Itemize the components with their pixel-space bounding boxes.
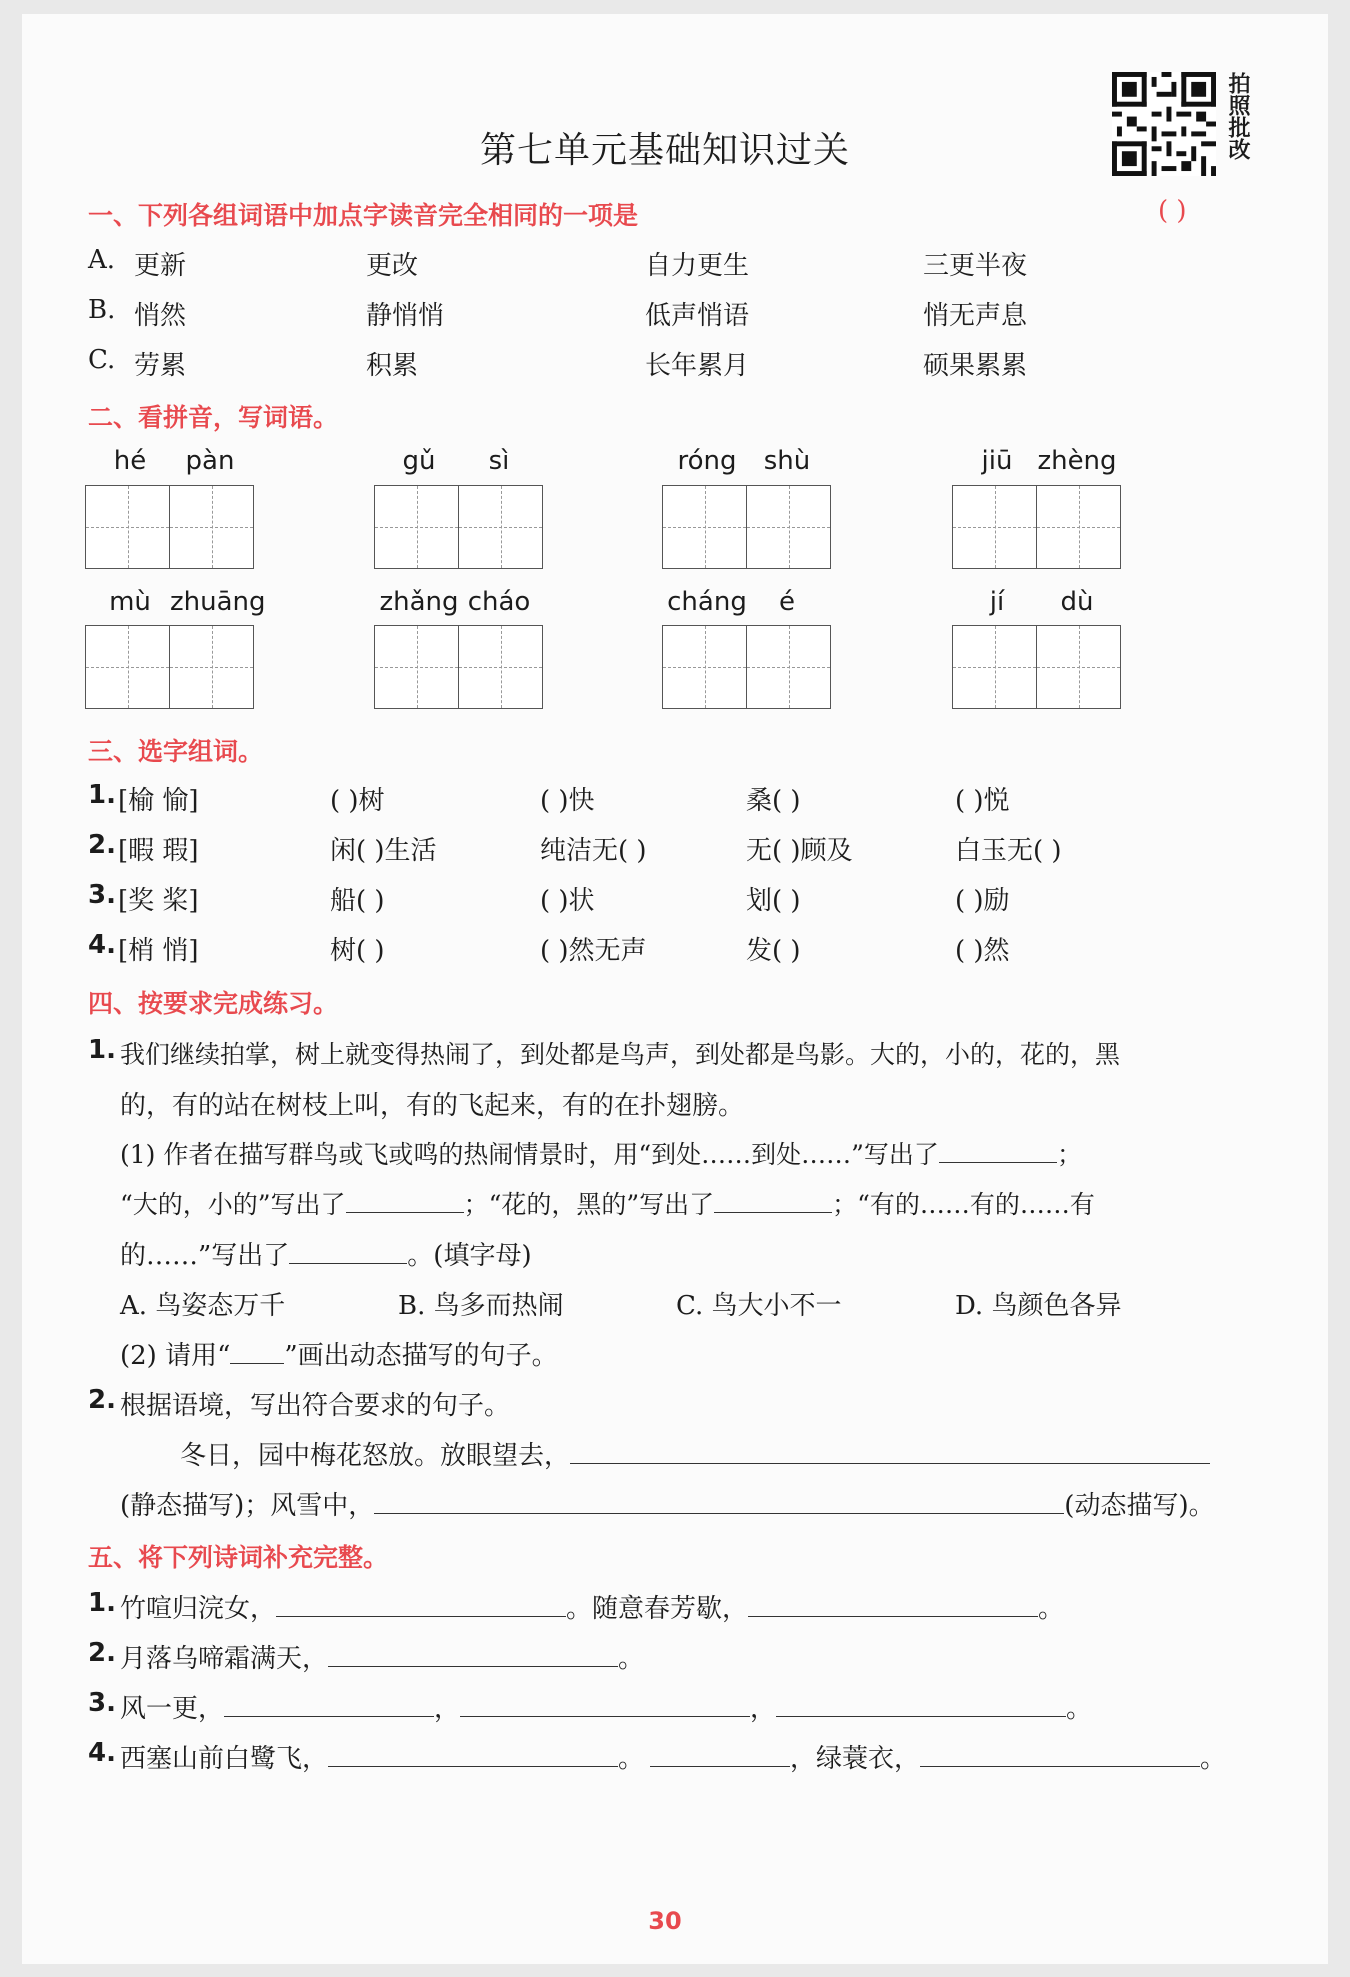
- s3-row1-chars: [榆 愉]: [118, 786, 199, 816]
- section5-heading: 五、将下列诗词补充完整。: [88, 1543, 389, 1572]
- s3-row4-num: 4.: [88, 930, 116, 960]
- s3-row1-num: 1.: [88, 780, 116, 810]
- dynamic-answer-blank[interactable]: [374, 1491, 1064, 1514]
- section3-heading: 三、选字组词。: [88, 737, 264, 766]
- pinyin-8: jí dù: [989, 587, 1094, 617]
- s5-l3-num: 3.: [88, 1688, 116, 1718]
- option-a-label: A.: [88, 245, 116, 275]
- s3-row2-chars: [暇 瑕]: [118, 836, 199, 866]
- pinyin-5: mù zhuāng: [109, 587, 266, 617]
- s4-option-b: B. 鸟多而热闹: [398, 1291, 564, 1321]
- option-c-word3: 长年累月: [645, 351, 750, 381]
- s4-sub1-a: (1) 作者在描写群鸟或飞或鸣的热闹情景时，用“到处……到处……”写出了 ；: [120, 1140, 1082, 1169]
- s5-line4: 西塞山前白鹭飞， 。 ，绿蓑衣， 。: [120, 1744, 1227, 1774]
- option-a-word1: 更新: [134, 251, 187, 281]
- s5-line3: 风一更， ， ， 。: [120, 1694, 1093, 1724]
- page-title: 第七单元基础知识过关: [479, 130, 850, 171]
- s3-row4-c4[interactable]: ( )然: [955, 936, 1010, 966]
- s5-l2-num: 2.: [88, 1638, 116, 1668]
- option-c-word1: 劳累: [134, 351, 187, 381]
- s3-row4-chars: [梢 悄]: [118, 936, 199, 966]
- s3-row3-c4[interactable]: ( )励: [955, 886, 1010, 916]
- s4-sub1-c: 的……”写出了 。(填字母): [120, 1241, 532, 1271]
- s3-row1-c3[interactable]: 桑( ): [746, 786, 801, 816]
- qr-code-icon[interactable]: [1112, 72, 1216, 176]
- s4-sub2: (2) 请用“ ”画出动态描写的句子。: [120, 1341, 558, 1371]
- page-number: 30: [648, 1907, 682, 1935]
- s5-line2: 月落乌啼霜满天， 。: [120, 1644, 645, 1674]
- s3-row4-c1[interactable]: 树( ): [330, 936, 385, 966]
- writing-boxes-1[interactable]: [85, 485, 255, 569]
- option-c-word4: 硕果累累: [923, 351, 1028, 381]
- s5-line1: 竹喧归浣女， 。随意春芳歇， 。: [120, 1594, 1065, 1624]
- s3-row2-c4[interactable]: 白玉无( ): [955, 836, 1062, 866]
- s5-l4-num: 4.: [88, 1738, 116, 1768]
- s3-row2-c1[interactable]: 闲( )生活: [330, 836, 437, 866]
- s3-row1-c4[interactable]: ( )悦: [955, 786, 1010, 816]
- s4-q1-num: 1.: [88, 1035, 116, 1065]
- static-answer-blank[interactable]: [570, 1441, 1210, 1464]
- pinyin-7: cháng é: [667, 587, 795, 617]
- s3-row1-c2[interactable]: ( )快: [540, 786, 595, 816]
- s3-row4-c3[interactable]: 发( ): [746, 936, 801, 966]
- option-a-word4: 三更半夜: [923, 251, 1028, 281]
- option-b-word4: 悄无声息: [923, 301, 1028, 331]
- s3-row2-num: 2.: [88, 830, 116, 860]
- s4-q2-num: 2.: [88, 1385, 116, 1415]
- option-c-label: C.: [88, 345, 116, 375]
- section1-heading-text: 一、下列各组词语中加点字读音完全相同的一项是: [88, 201, 639, 230]
- s3-row2-c3[interactable]: 无( )顾及: [746, 836, 853, 866]
- pinyin-2: gǔ sì: [402, 446, 510, 476]
- writing-boxes-2[interactable]: [374, 485, 544, 569]
- s3-row3-num: 3.: [88, 880, 116, 910]
- writing-boxes-4[interactable]: [952, 485, 1122, 569]
- s4-sub1-b: “大的，小的”写出了 ；“花的，黑的”写出了 ；“有的……有的……有: [120, 1190, 1095, 1219]
- qr-label: 拍照批改: [1225, 72, 1250, 160]
- option-b-word2: 静悄悄: [366, 301, 445, 331]
- s4-option-c: C. 鸟大小不一: [676, 1291, 842, 1321]
- option-b-label: B.: [88, 295, 116, 325]
- s4-option-a: A. 鸟姿态万千: [120, 1291, 286, 1321]
- writing-boxes-8[interactable]: [952, 625, 1122, 709]
- s4-q1-line2: 的，有的站在树枝上叫，有的飞起来，有的在扑翅膀。: [120, 1091, 745, 1121]
- s4-option-d: D. 鸟颜色各异: [955, 1291, 1122, 1321]
- option-c-word2: 积累: [366, 351, 419, 381]
- section4-heading: 四、按要求完成练习。: [88, 989, 339, 1018]
- s3-row2-c2[interactable]: 纯洁无( ): [540, 836, 647, 866]
- s3-row3-c2[interactable]: ( )状: [540, 886, 595, 916]
- writing-boxes-7[interactable]: [662, 625, 832, 709]
- s3-row1-c1[interactable]: ( )树: [330, 786, 385, 816]
- pinyin-6: zhǎng cháo: [379, 587, 531, 617]
- section1-heading: [88, 196, 638, 232]
- s4-q2-text: 根据语境，写出符合要求的句子。: [120, 1391, 511, 1421]
- s4-q1-line1: 我们继续拍掌，树上就变得热闹了，到处都是鸟声，到处都是鸟影。大的，小的，花的，黑: [120, 1040, 1121, 1069]
- option-b-word3: 低声悄语: [645, 301, 750, 331]
- option-b-word1: 悄然: [134, 301, 187, 331]
- s4-q2-line1: 冬日，园中梅花怒放。放眼望去，: [180, 1435, 1210, 1472]
- option-a-word3: 自力更生: [645, 251, 750, 281]
- s3-row3-c3[interactable]: 划( ): [746, 886, 801, 916]
- writing-boxes-5[interactable]: [85, 625, 255, 709]
- s4-q2-line2: (静态描写)；风雪中， (动态描写)。: [120, 1491, 1215, 1521]
- option-a-word2: 更改: [366, 251, 419, 281]
- section2-heading: 二、看拼音，写词语。: [88, 403, 339, 432]
- s3-row4-c2[interactable]: ( )然无声: [540, 936, 647, 966]
- pinyin-1: hé pàn: [113, 446, 235, 476]
- writing-boxes-3[interactable]: [662, 485, 832, 569]
- s3-row3-c1[interactable]: 船( ): [330, 886, 385, 916]
- s5-l1-num: 1.: [88, 1588, 116, 1618]
- answer-paren[interactable]: ( ): [1158, 196, 1187, 226]
- pinyin-3: róng shù: [677, 446, 811, 476]
- s3-row3-chars: [奖 桨]: [118, 886, 199, 916]
- writing-boxes-6[interactable]: [374, 625, 544, 709]
- pinyin-4: jiū zhèng: [981, 446, 1117, 476]
